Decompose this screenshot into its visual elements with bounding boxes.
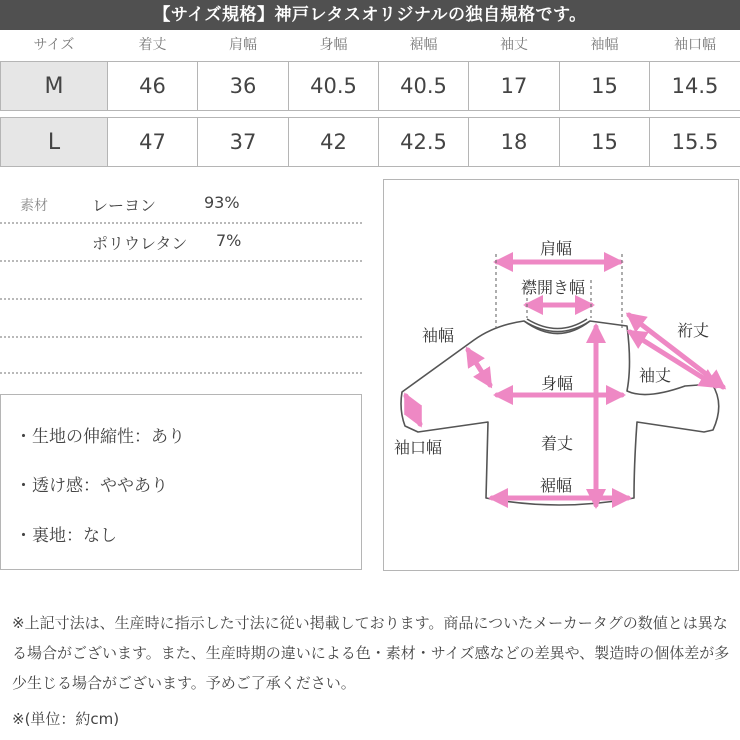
label-neck-width: 襟開き幅 (521, 278, 586, 297)
table-cell: 42 (289, 118, 379, 167)
material-name: ポリウレタン (92, 234, 188, 253)
table-cell: 15.5 (650, 118, 740, 167)
label-hem-width: 裾幅 (540, 476, 573, 495)
label-shoulder: 肩幅 (540, 239, 573, 258)
header-sleeve-length: 袖丈 (500, 36, 528, 53)
sleeve-width-arrow (468, 350, 490, 385)
cuff-arrow (406, 396, 420, 424)
property-sheerness: ・透け感：ややあり (15, 476, 168, 496)
material-percent: 7% (216, 231, 242, 250)
table-cell: 42.5 (379, 118, 469, 167)
table-cell: 17 (469, 62, 560, 111)
header-body-width: 身幅 (319, 36, 348, 53)
material-row-empty (0, 338, 362, 374)
material-row-empty (0, 262, 362, 300)
table-cell: 47 (108, 118, 198, 167)
size-cell: L (1, 118, 108, 167)
fabric-properties-box (0, 394, 362, 570)
table-cell: 40.5 (379, 62, 469, 111)
label-length: 着丈 (541, 434, 574, 453)
property-lining: ・裏地：なし (15, 526, 117, 546)
table-cell: 36 (198, 62, 289, 111)
table-row (1, 62, 740, 111)
label-cuff-width: 袖口幅 (394, 438, 443, 457)
label-sleeve-length: 袖丈 (639, 366, 672, 385)
table-cell: 15 (560, 118, 650, 167)
table-cell: 18 (469, 118, 560, 167)
material-row-empty (0, 300, 362, 338)
header-hem-width: 裾幅 (409, 36, 438, 53)
label-body-width: 身幅 (541, 374, 574, 393)
table-cell: 14.5 (650, 62, 740, 111)
material-percent: 93% (204, 193, 240, 212)
unit-note: ※(単位：約cm) (12, 710, 120, 728)
measurement-note: ※上記寸法は、生産時に指示した寸法に従い掲載しております。商品についたメーカータグの数値とは異なる場合がございます。また、生産時期の違いによる色・素材・サイズ感などの差異や、製造時の個体差が多少生じる場合がございます。予めご了承ください。 (12, 614, 730, 692)
label-raglan-length: 裄丈 (677, 321, 710, 340)
material-name: レーヨン (92, 196, 157, 215)
material-label: 素材 (20, 198, 48, 214)
header-shoulder: 肩幅 (229, 36, 257, 53)
label-sleeve-width: 袖幅 (422, 326, 455, 345)
header-sleeve-width: 袖幅 (590, 36, 619, 53)
material-row (0, 186, 362, 224)
table-cell: 37 (198, 118, 289, 167)
size-table (0, 30, 740, 167)
header-size: サイズ (33, 36, 75, 53)
table-cell: 40.5 (289, 62, 379, 111)
material-section (0, 186, 362, 374)
size-table-header-row (1, 30, 740, 57)
size-spec-banner: 【サイズ規格】神戸レタスオリジナルの独自規格です。 (0, 0, 740, 30)
property-stretch: ・生地の伸縮性：あり (15, 427, 185, 447)
table-cell: 46 (108, 62, 198, 111)
size-cell: M (1, 62, 108, 111)
material-row (0, 224, 362, 262)
table-cell: 15 (560, 62, 650, 111)
header-length: 着丈 (138, 36, 167, 53)
header-cuff-width: 袖口幅 (674, 36, 716, 53)
measurement-diagram (383, 179, 739, 571)
table-row (1, 118, 740, 167)
